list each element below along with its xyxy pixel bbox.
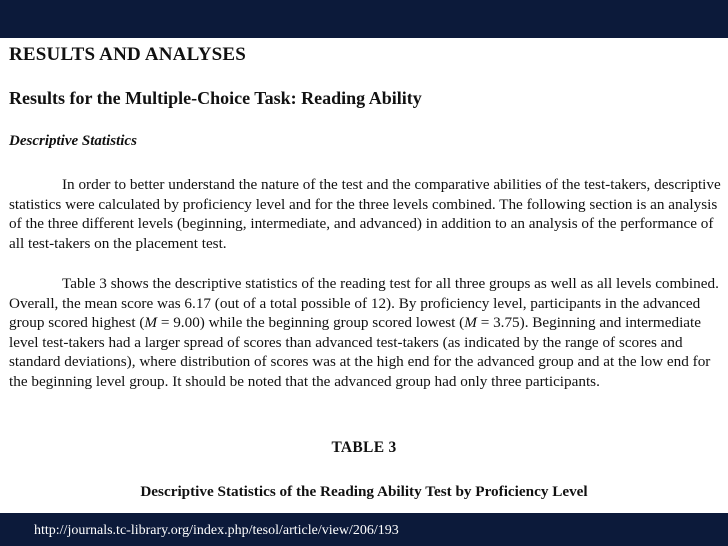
top-band	[0, 0, 728, 38]
section-title: RESULTS AND ANALYSES	[9, 44, 247, 65]
paragraph-1-text: In order to better understand the nature of the test and the comparative abilities of the test-takers, descriptive statistics were calculated by proficiency level and for the three levels combined. The following section is an analysis of the three different levels (beginning, intermediate, and advanced) in addition to an analysis of the performance of all test-takers on the placement test.	[9, 176, 721, 252]
paragraph-2-part-1: Table 3 shows the descriptive statistics of the reading test for all three groups as well as all levels combined. Overall, the mean score was 6.17 (out of a total possible of 12). By proficiency level, participants in the advanced group scored highest (	[9, 275, 719, 332]
paragraph-2-part-3: = 3.75). Beginning and intermediate level test-takers had a larger spread of scores than advanced test-takers (as indicated by the range of scores and standard deviations), where distribution of scores was at the high end for the advanced group and at the low end for the beginning level group. It should be noted that the advanced group had only three participants.	[9, 314, 711, 390]
mean-symbol-1: M	[144, 314, 158, 332]
table-label: TABLE 3	[331, 439, 397, 456]
table-caption: Descriptive Statistics of the Reading Ability Test by Proficiency Level	[140, 483, 588, 500]
paragraph-1	[9, 175, 721, 253]
source-url-link[interactable]: http://journals.tc-library.org/index.php/tesol/article/view/206/193	[34, 523, 399, 538]
footer-bar	[0, 513, 728, 546]
subsubsection-title: Descriptive Statistics	[9, 133, 137, 149]
document-page	[0, 38, 728, 513]
paragraph-2	[9, 274, 721, 392]
subsection-title: Results for the Multiple-Choice Task: Reading Ability	[9, 88, 422, 108]
paragraph-2-part-2: = 9.00) while the beginning group scored lowest (	[157, 314, 465, 332]
mean-symbol-2: M	[464, 314, 477, 332]
